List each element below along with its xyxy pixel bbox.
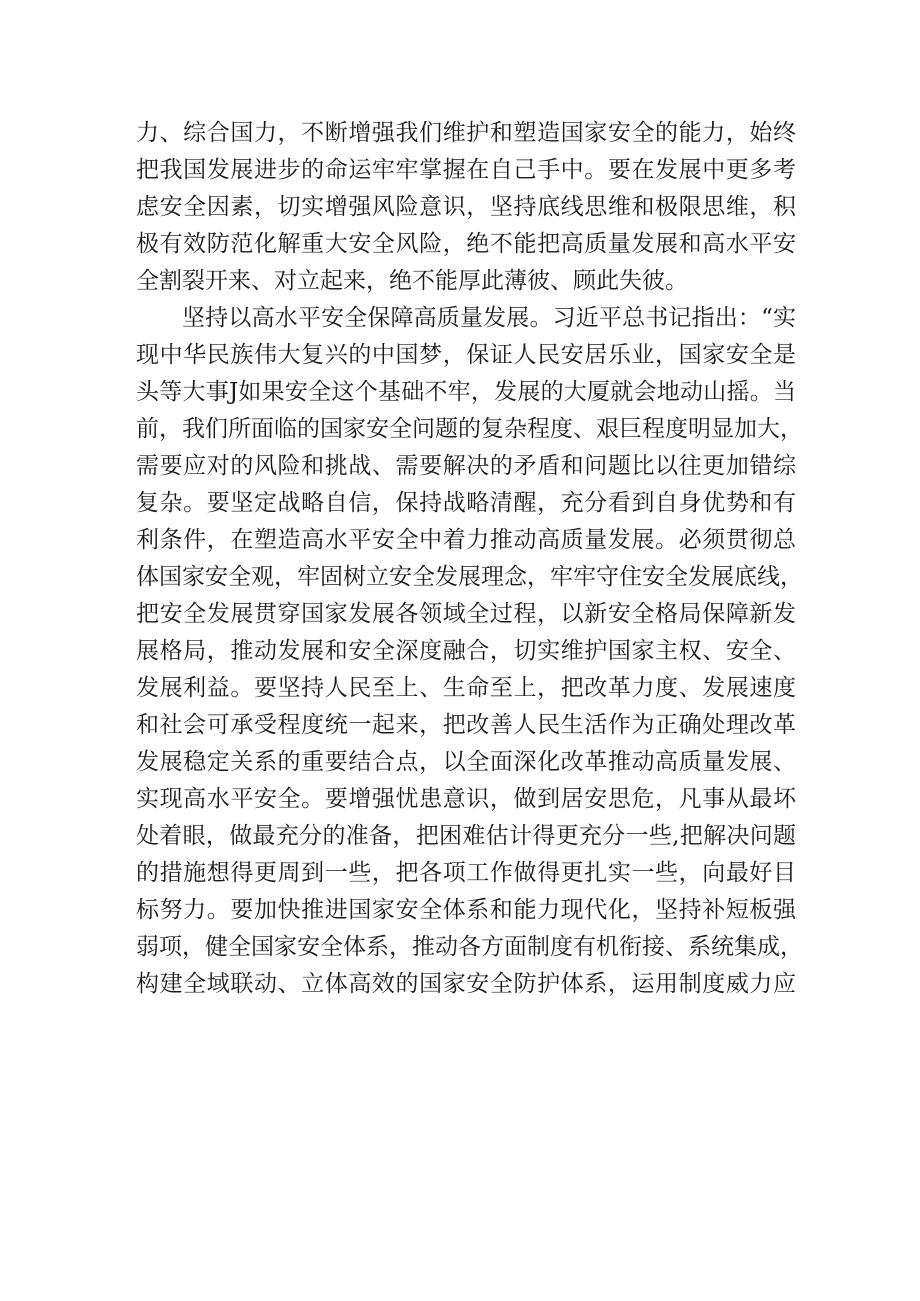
body-text (136, 115, 803, 1003)
text-line: 极有效防范化解重大安全风险，绝不能把高质量发展和高水平安 (136, 231, 796, 257)
text-line: 把安全发展贯穿国家发展各领域全过程，以新安全格局保障新发 (136, 601, 796, 627)
text-line: 展格局，推动发展和安全深度融合，切实维护国家主权、安全、 (136, 638, 796, 664)
text-line: 复杂。要坚定战略自信，保持战略清醒，充分看到自身优势和有 (136, 490, 796, 516)
text-line: 处着眼，做最充分的准备，把困难估计得更充分一些,把解决问题 (136, 823, 796, 849)
text-line: 需要应对的风险和挑战、需要解决的矛盾和问题比以往更加错综 (136, 453, 796, 479)
text-line: 把我国发展进步的命运牢牢掌握在自己手中。要在发展中更多考 (136, 157, 796, 183)
text-line: 发展利益。要坚持人民至上、生命至上，把改革力度、发展速度 (136, 675, 796, 701)
paragraph-first-line: 坚持以高水平安全保障高质量发展。习近平总书记指出：“实 (182, 305, 796, 331)
text-line: 的措施想得更周到一些，把各项工作做得更扎实一些，向最好目 (136, 860, 796, 886)
text-line: 现中华民族伟大复兴的中国梦，保证人民安居乐业，国家安全是 (136, 342, 796, 368)
text-line: 发展稳定关系的重要结合点，以全面深化改革推动高质量发展、 (136, 749, 796, 775)
text-line: 虑安全因素，切实增强风险意识，坚持底线思维和极限思维，积 (136, 194, 796, 220)
text-line: 体国家安全观，牢固树立安全发展理念，牢牢守住安全发展底线， (136, 564, 803, 590)
text-line: 和社会可承受程度统一起来，把改善人民生活作为正确处理改革 (136, 712, 796, 738)
text-line: 头等大事J如果安全这个基础不牢，发展的大厦就会地动山摇。当 (136, 379, 796, 405)
paragraph-end-line: 全割裂开来、对立起来，绝不能厚此薄彼、顾此失彼。 (136, 268, 688, 294)
text-line: 实现高水平安全。要增强忧患意识，做到居安思危，凡事从最坏 (136, 786, 796, 812)
text-line: 利条件，在塑造高水平安全中着力推动高质量发展。必须贯彻总 (136, 527, 796, 553)
text-line: 标努力。要加快推进国家安全体系和能力现代化，坚持补短板强 (136, 897, 796, 923)
text-line: 构建全域联动、立体高效的国家安全防护体系，运用制度威力应 (136, 971, 796, 997)
text-line: 力、综合国力，不断增强我们维护和塑造国家安全的能力，始终 (136, 120, 796, 146)
text-line: 前，我们所面临的国家安全问题的复杂程度、艰巨程度明显加大， (136, 416, 803, 442)
text-line: 弱项，健全国家安全体系，推动各方面制度有机衔接、系统集成， (136, 934, 803, 960)
